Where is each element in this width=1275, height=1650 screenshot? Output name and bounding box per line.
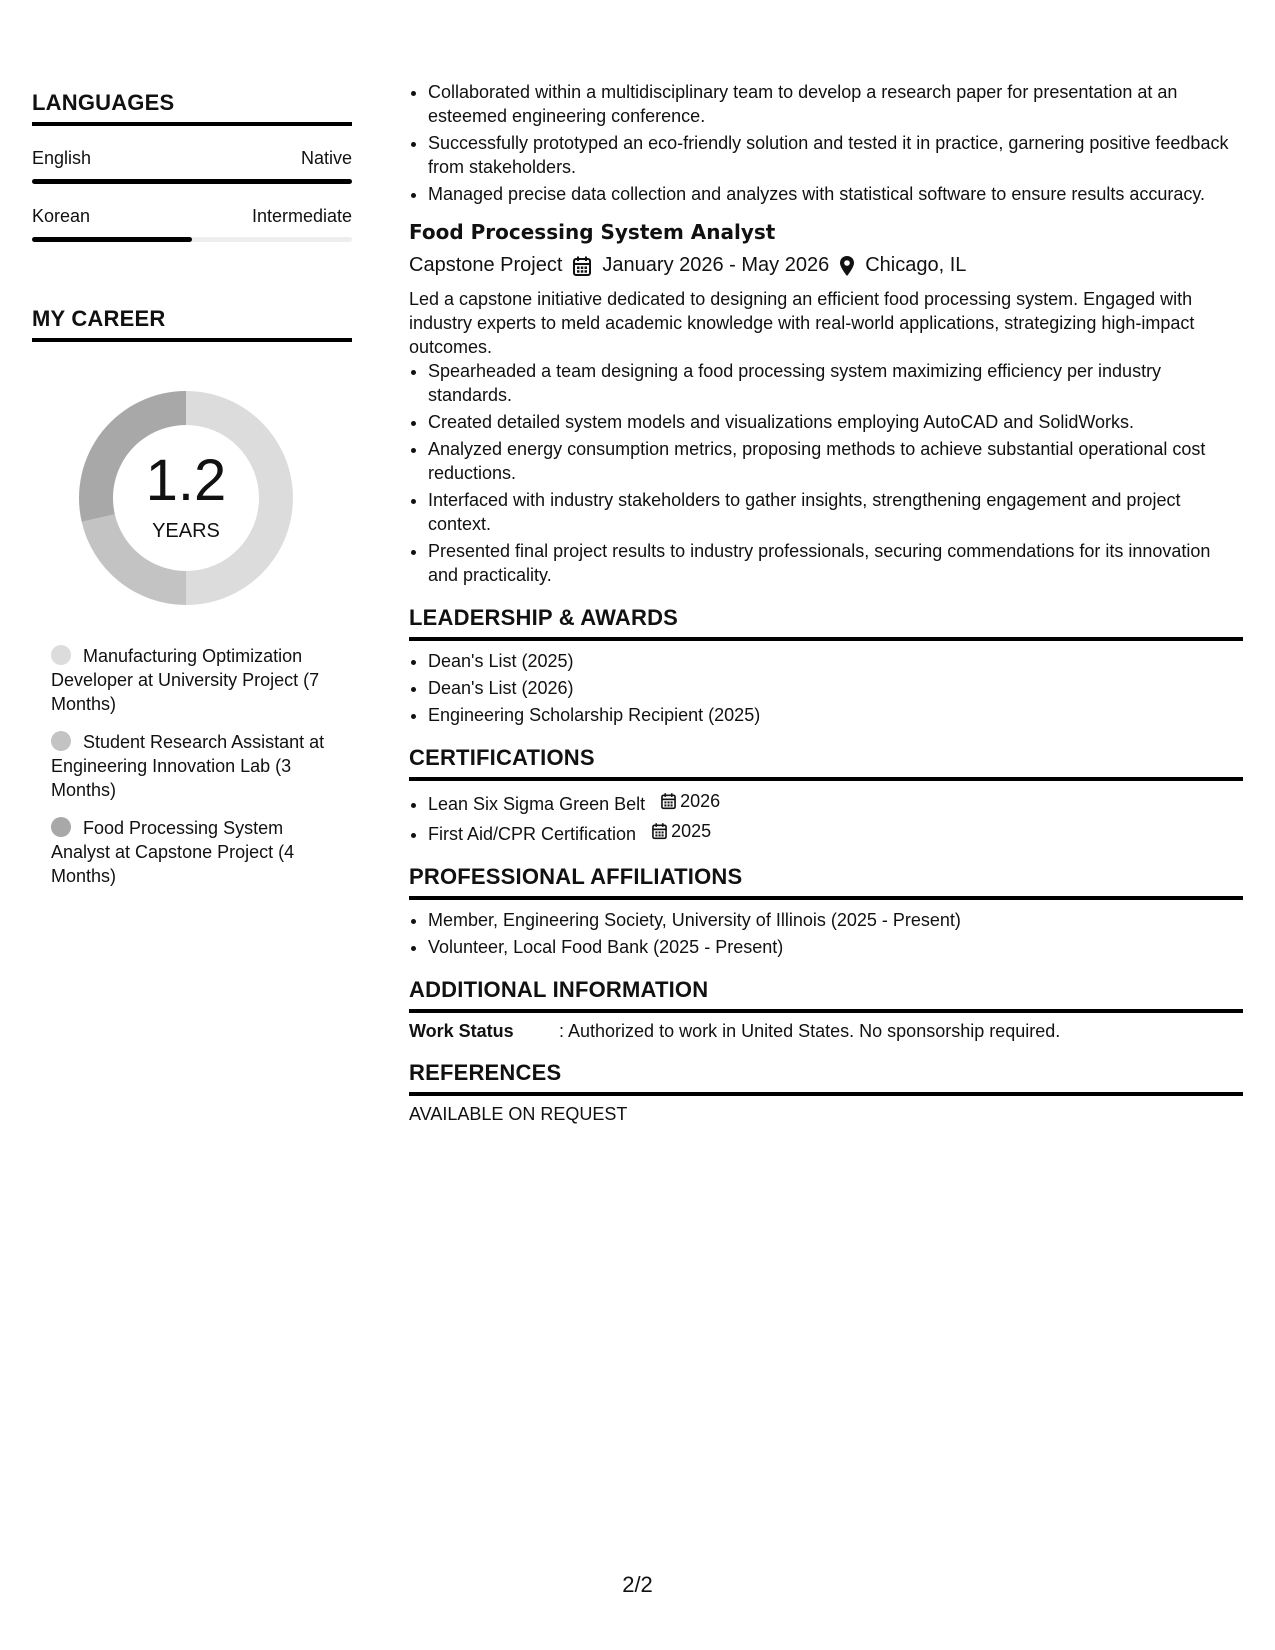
list-item: • Spearheaded a team designing a food processing system maximizing efficiency per industry standards. [428, 359, 1243, 407]
certification-name: First Aid/CPR Certification [428, 824, 637, 844]
calendar-icon [651, 822, 668, 840]
work-status-value: : Authorized to work in United States. No sponsorship required. [559, 1021, 1061, 1041]
affiliations-heading: PROFESSIONAL AFFILIATIONS [409, 864, 1243, 900]
affiliations-list [409, 908, 1243, 959]
certification-name: Lean Six Sigma Green Belt [428, 794, 646, 814]
list-item: • Volunteer, Local Food Bank (2025 - Present) [428, 935, 1243, 959]
list-item: • Engineering Scholarship Recipient (2025) [428, 703, 1243, 727]
references-text: AVAILABLE ON REQUEST [409, 1104, 628, 1124]
awards-list [409, 649, 1243, 727]
left-column [32, 90, 352, 902]
previous-job-bullets [409, 80, 1243, 206]
calendar-icon [572, 255, 592, 277]
job-description: Led a capstone initiative dedicated to designing an efficient food processing system. Engaged with industry experts to meld academic knowledge with real-world applications, strategizing high-impact outcomes. [409, 289, 1195, 357]
certifications-list [409, 789, 1243, 846]
legend-dot-icon [51, 645, 71, 665]
job-dates: January 2026 - May 2026 [602, 254, 830, 276]
list-item [428, 819, 1243, 846]
work-status-row [409, 1021, 1243, 1042]
list-item: • Interfaced with industry stakeholders to gather insights, strengthening engagement and project context. [428, 488, 1243, 536]
career-donut-chart [66, 378, 306, 618]
right-column [409, 80, 1243, 1125]
list-item: • Collaborated within a multidisciplinary team to develop a research paper for presentation at an esteemed engineering conference. [428, 80, 1243, 128]
calendar-icon [660, 792, 677, 810]
certification-year: 2026 [680, 791, 721, 811]
list-item: • Managed precise data collection and analyzes with statistical software to ensure results accuracy. [428, 182, 1243, 206]
page-number: 2/2 [622, 1572, 653, 1597]
job-location: Chicago, IL [865, 254, 967, 276]
career-total-unit: YEARS [152, 520, 220, 542]
legend-label: Student Research Assistant at Engineering Innovation Lab (3 Months) [51, 732, 325, 800]
list-item: • Successfully prototyped an eco-friendly solution and tested it in practice, garnering positive feedback from stakeholders. [428, 131, 1243, 179]
list-item [428, 789, 1243, 816]
language-item [32, 148, 352, 184]
awards-heading: LEADERSHIP & AWARDS [409, 605, 1243, 641]
legend-dot-icon [51, 817, 71, 837]
language-level: Native [300, 148, 352, 168]
career-legend-item [51, 644, 341, 716]
list-item: • Dean's List (2025) [428, 649, 1243, 673]
language-proficiency-bar [32, 237, 352, 242]
job-company: Capstone Project [409, 254, 563, 276]
language-item [32, 206, 352, 242]
references-heading: REFERENCES [409, 1060, 1243, 1096]
job-bullets [409, 359, 1243, 587]
language-proficiency-fill [32, 237, 192, 242]
map-pin-icon [839, 255, 855, 277]
list-item: • Analyzed energy consumption metrics, proposing methods to achieve substantial operational cost reductions. [428, 437, 1243, 485]
list-item: • Member, Engineering Society, University of Illinois (2025 - Present) [428, 908, 1243, 932]
certifications-heading: CERTIFICATIONS [409, 745, 1243, 781]
languages-heading: LANGUAGES [32, 90, 352, 126]
career-legend-item [51, 730, 341, 802]
career-total-years: 1.2 [145, 448, 227, 513]
certification-year: 2025 [671, 821, 712, 841]
career-heading: MY CAREER [32, 306, 352, 342]
list-item: • Presented final project results to industry professionals, securing commendations for its innovation and practicality. [428, 539, 1243, 587]
job-meta [409, 254, 1243, 277]
language-level: Intermediate [251, 206, 352, 226]
legend-label: Manufacturing Optimization Developer at University Project (7 Months) [51, 646, 320, 714]
language-proficiency-bar [32, 179, 352, 184]
legend-dot-icon [51, 731, 71, 751]
work-status-label: Work Status [409, 1021, 514, 1041]
career-legend-item [51, 816, 341, 888]
language-proficiency-fill [32, 179, 352, 184]
list-item: • Dean's List (2026) [428, 676, 1243, 700]
job-title: Food Processing System Analyst [409, 220, 776, 244]
language-name: English [32, 148, 92, 168]
career-legend [51, 644, 341, 888]
language-name: Korean [32, 206, 91, 226]
legend-label: Food Processing System Analyst at Capstone Project (4 Months) [51, 818, 295, 886]
list-item: • Created detailed system models and visualizations employing AutoCAD and SolidWorks. [428, 410, 1243, 434]
additional-info-heading: ADDITIONAL INFORMATION [409, 977, 1243, 1013]
